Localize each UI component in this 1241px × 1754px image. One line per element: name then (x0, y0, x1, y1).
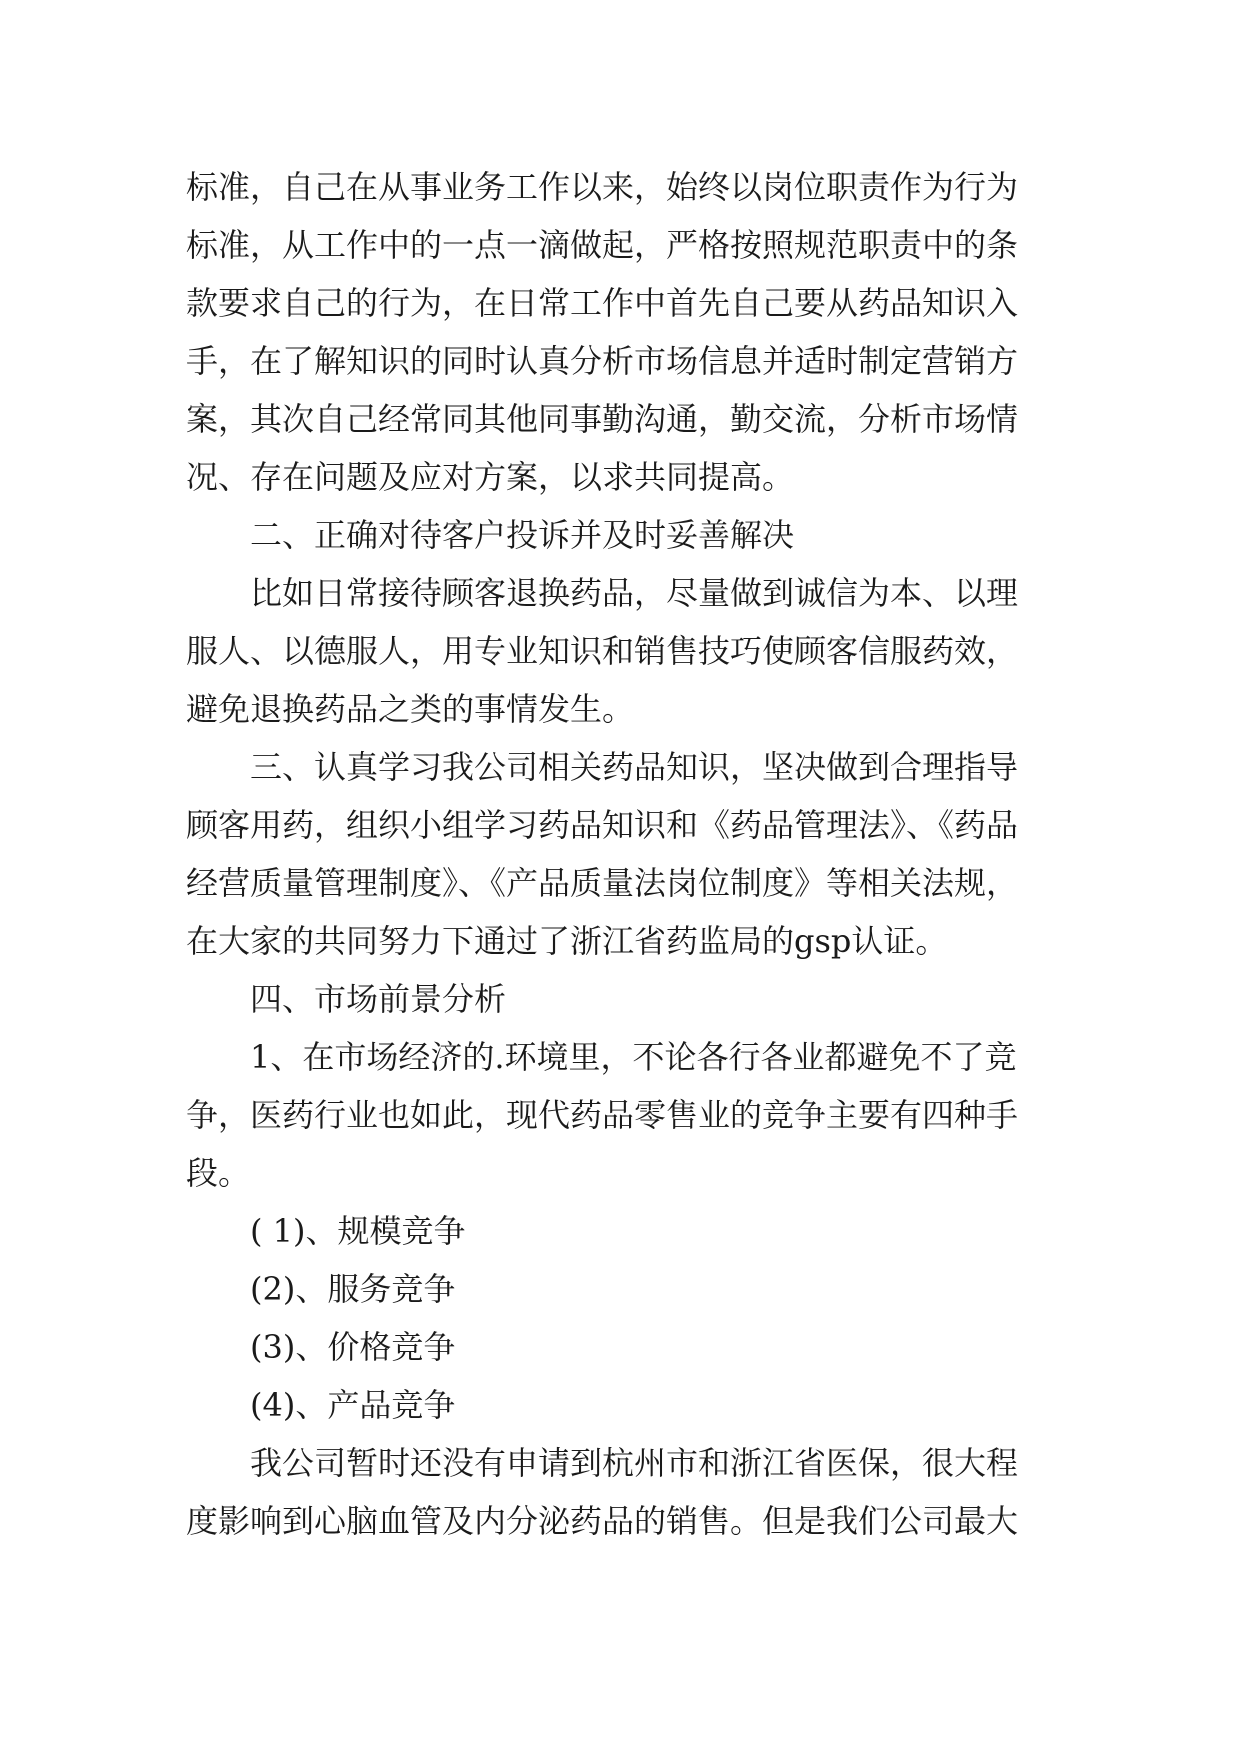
text-line: 况、存在问题及应对方案，以求共同提高。 (186, 458, 795, 496)
text-line: 段。 (186, 1154, 251, 1192)
text-line: 顾客用药，组织小组学习药品知识和《药品管理法》、《药品 (186, 806, 1019, 844)
text-line: 度影响到心脑血管及内分泌药品的销售。但是我们公司最大 (186, 1502, 1019, 1540)
section-heading: 三、认真学习我公司相关药品知识，坚决做到合理指导 (250, 748, 1019, 786)
document-body (186, 158, 1066, 1550)
list-item: (3)、价格竞争 (250, 1328, 456, 1366)
section-heading: 二、正确对待客户投诉并及时妥善解决 (250, 516, 795, 554)
text-line: 款要求自己的行为，在日常工作中首先自己要从药品知识入 (186, 284, 1019, 322)
text-line: 经营质量管理制度》、《产品质量法岗位制度》等相关法规， (186, 864, 1019, 902)
text-line: 服人、以德服人，用专业知识和销售技巧使顾客信服药效， (186, 632, 1019, 670)
text-line: 争，医药行业也如此，现代药品零售业的竞争主要有四种手 (186, 1096, 1019, 1134)
text-line: 在大家的共同努力下通过了浙江省药监局的gsp认证。 (186, 922, 948, 960)
text-line: 1、在市场经济的.环境里，不论各行各业都避免不了竞 (250, 1038, 1017, 1076)
text-line: 标准，从工作中的一点一滴做起，严格按照规范职责中的条 (186, 226, 1019, 264)
list-item: (4)、产品竞争 (250, 1386, 456, 1424)
text-line: 比如日常接待顾客退换药品，尽量做到诚信为本、以理 (250, 574, 1019, 612)
text-line: 手，在了解知识的同时认真分析市场信息并适时制定营销方 (186, 342, 1019, 380)
section-heading: 四、市场前景分析 (250, 980, 507, 1018)
list-item: (2)、服务竞争 (250, 1270, 456, 1308)
text-line: 案，其次自己经常同其他同事勤沟通，勤交流，分析市场情 (186, 400, 1019, 438)
text-line: 我公司暂时还没有申请到杭州市和浙江省医保，很大程 (250, 1444, 1019, 1482)
text-line: 避免退换药品之类的事情发生。 (186, 690, 635, 728)
list-item: ( 1)、规模竞争 (250, 1212, 466, 1250)
text-line: 标准，自己在从事业务工作以来，始终以岗位职责作为行为 (186, 168, 1019, 206)
